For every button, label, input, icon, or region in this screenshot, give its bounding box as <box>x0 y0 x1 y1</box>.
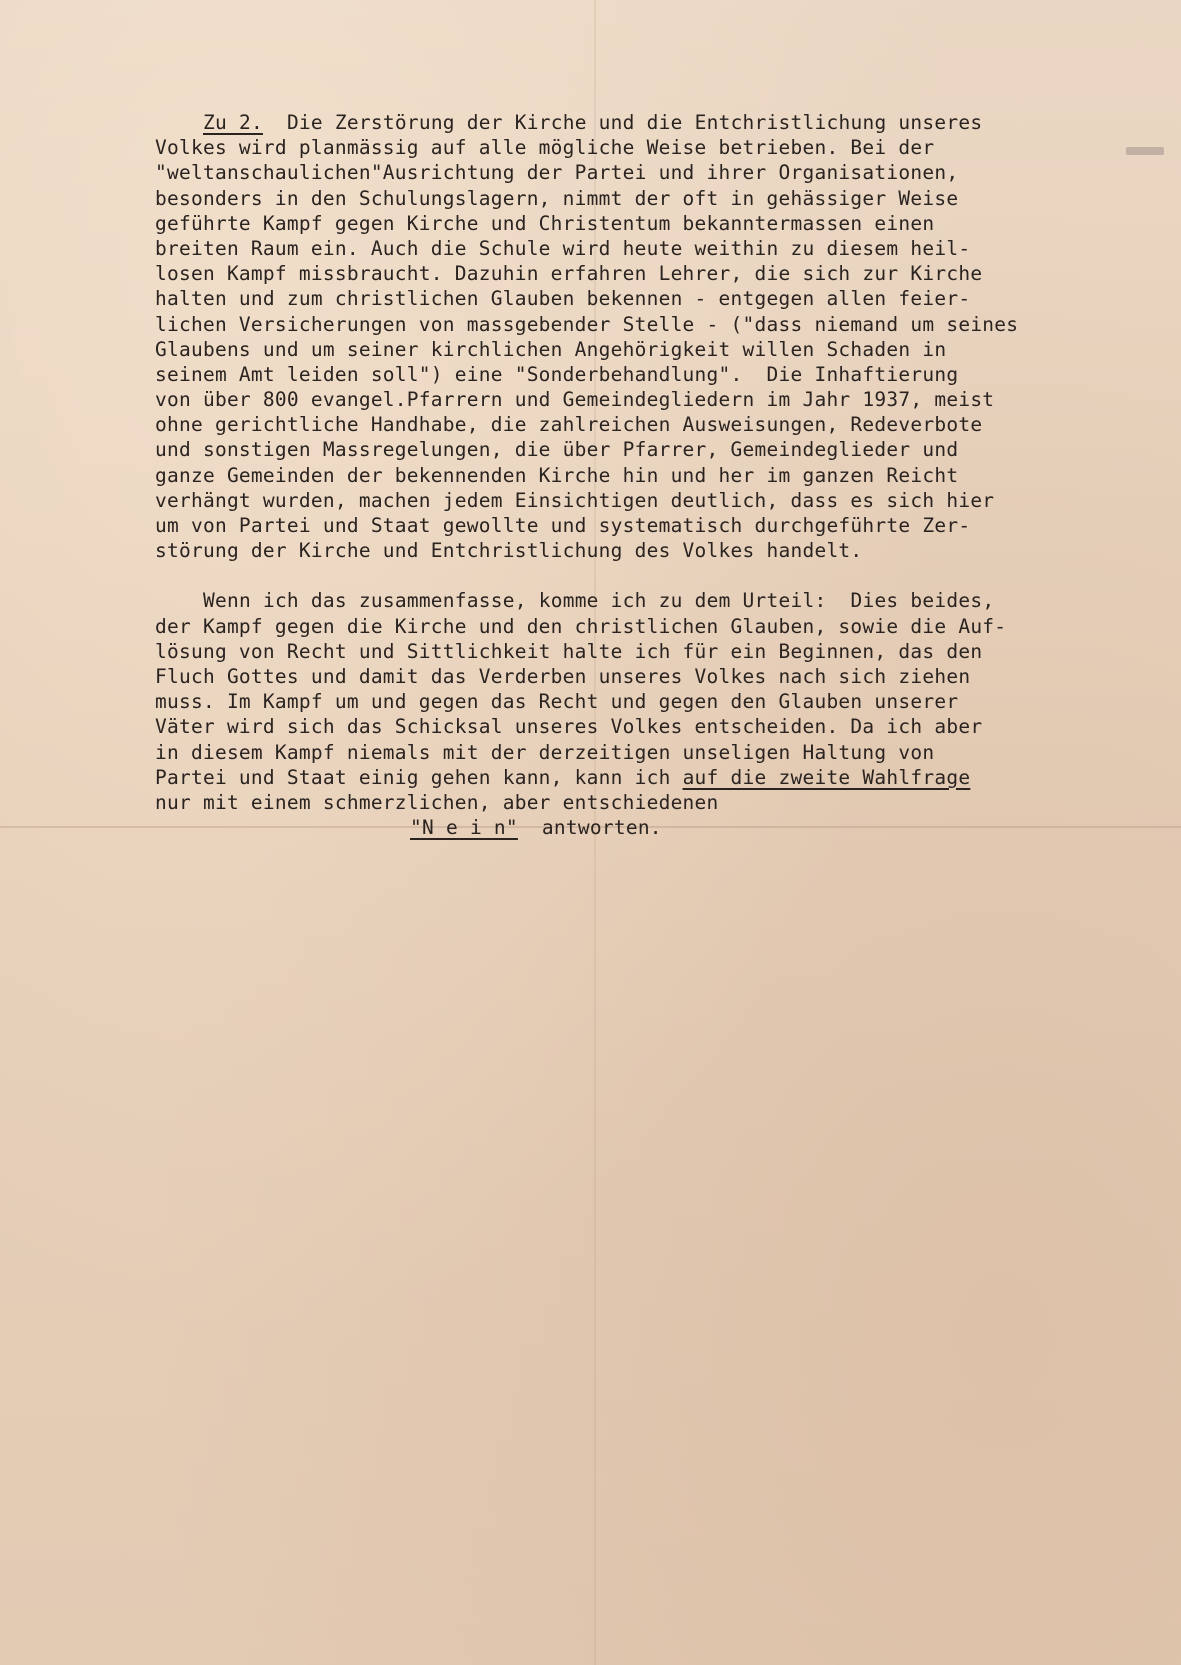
text-segment: Partei und Staat einig gehen kann, kann ich <box>155 765 683 789</box>
nein-word: "N e i n" <box>410 816 518 840</box>
text-line: störung der Kirche und Entchristlichung des Volkes handelt. <box>155 539 863 563</box>
section-heading: Zu 2. <box>203 111 263 134</box>
text-line: von über 800 evangel.Pfarrern und Gemeindegliedern im Jahr 1937, meist <box>155 388 995 412</box>
text-line: lichen Versicherungen von massgebender Stelle - ("dass niemand um seines <box>155 312 1019 336</box>
text-line: ganze Gemeinden der bekennenden Kirche hin und her im ganzen Reicht <box>155 463 959 487</box>
text-line: Väter wird sich das Schicksal unseres Volkes entscheiden. Da ich aber <box>155 715 983 739</box>
text-line: besonders in den Schulungslagern, nimmt der oft in gehässiger Weise <box>155 186 959 210</box>
text-line: "weltanschaulichen"Ausrichtung der Partei und ihrer Organisationen, <box>155 161 959 185</box>
text-line: Fluch Gottes und damit das Verderben unseres Volkes nach sich ziehen <box>155 664 971 688</box>
final-rest-text: antworten. <box>517 816 662 840</box>
text-line: der Kampf gegen die Kirche und den christlichen Glauben, sowie die Auf- <box>155 614 1007 638</box>
text-line: ohne gerichtliche Handhabe, die zahlreichen Ausweisungen, Redeverbote <box>155 413 983 437</box>
text-line: Volkes wird planmässig auf alle mögliche Weise betrieben. Bei der <box>155 136 935 160</box>
text-line: halten und zum christlichen Glauben bekennen - entgegen allen feier- <box>155 287 971 311</box>
text-line: muss. Im Kampf um und gegen das Recht und gegen den Glauben unserer <box>155 690 959 714</box>
paragraph-gap <box>155 563 1175 588</box>
para2-first-line <box>155 588 1175 613</box>
text-line: Wenn ich das zusammenfasse, komme ich zu dem Urteil: Dies beides, <box>203 589 995 613</box>
text-line: verhängt wurden, machen jedem Einsichtigen deutlich, dass es sich hier <box>155 488 995 512</box>
text-line: in diesem Kampf niemals mit der derzeitigen unseligen Haltung von <box>155 740 935 764</box>
para1-first-line-text: Die Zerstörung der Kirche und die Entchristlichung unseres <box>286 111 983 134</box>
text-line: seinem Amt leiden soll") eine "Sonderbehandlung". Die Inhaftierung <box>155 362 959 386</box>
para2-lines <box>155 588 1175 840</box>
text-line: geführte Kampf gegen Kirche und Christentum bekanntermassen einen <box>155 211 935 235</box>
text-line-with-underline <box>155 765 1175 790</box>
typed-text-body <box>155 110 1175 840</box>
para1-first-line <box>155 110 1175 135</box>
text-line: breiten Raum ein. Auch die Schule wird heute weithin zu diesem heil- <box>155 236 971 260</box>
text-line: nur mit einem schmerzlichen, aber entschiedenen <box>155 790 719 814</box>
text-line: und sonstigen Massregelungen, die über Pfarrer, Gemeindeglieder und <box>155 438 959 462</box>
final-answer-line <box>155 815 1175 840</box>
underlined-phrase: auf die zweite Wahlfrage <box>682 765 971 789</box>
text-line: losen Kampf missbraucht. Dazuhin erfahren Lehrer, die sich zur Kirche <box>155 262 983 286</box>
para1-lines <box>155 135 1175 563</box>
text-line: Glaubens und um seiner kirchlichen Angehörigkeit willen Schaden in <box>155 337 947 361</box>
text-line: lösung von Recht und Sittlichkeit halte ich für ein Beginnen, das den <box>155 639 983 663</box>
text-line: um von Partei und Staat gewollte und systematisch durchgeführte Zer- <box>155 514 971 537</box>
